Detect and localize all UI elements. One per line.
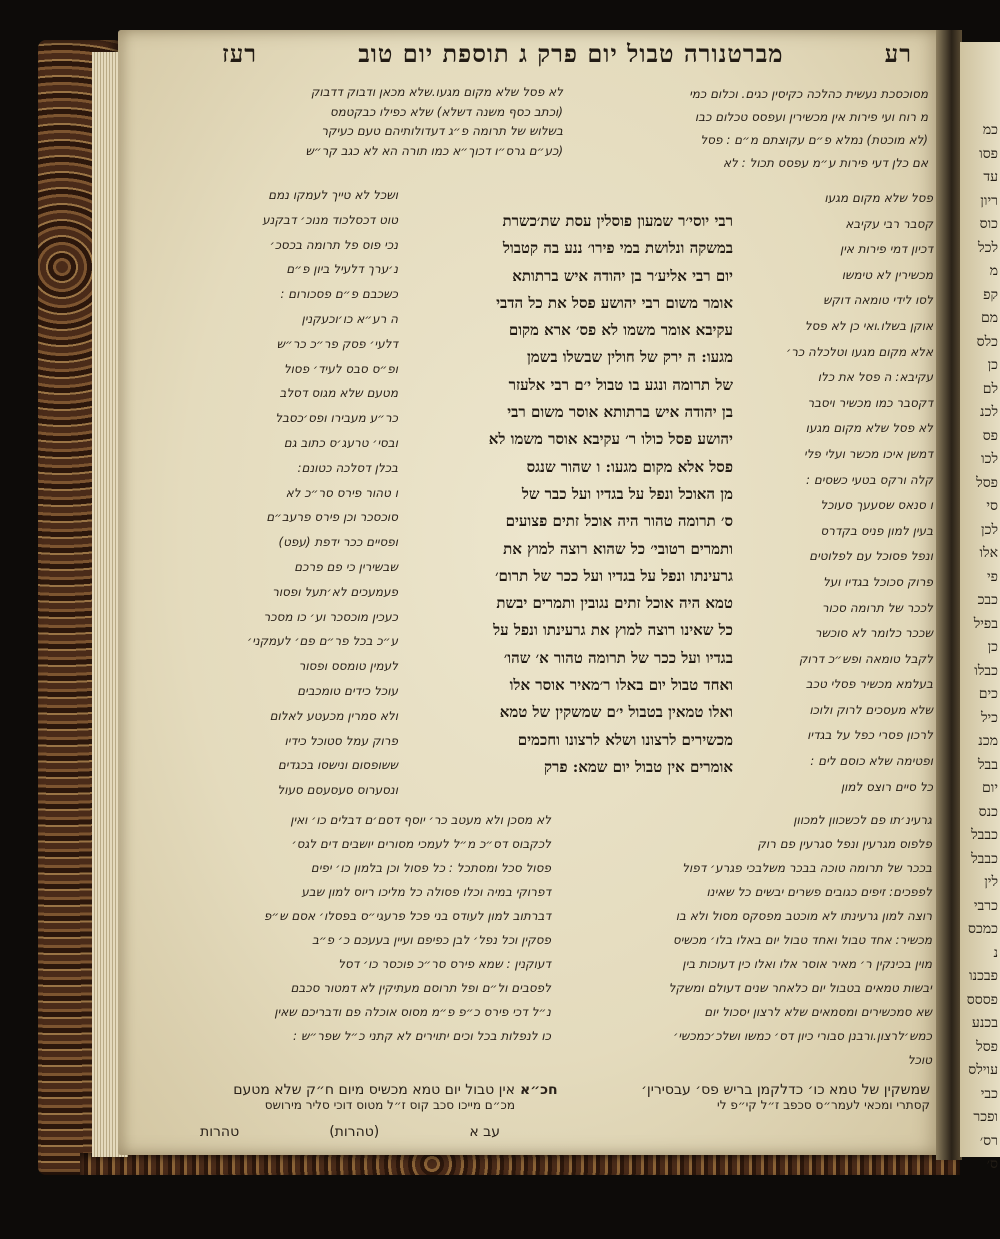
facing-page-line: קפ [983, 286, 998, 303]
mishnah-line: אומרים אין טבול יום שמא: פרק [543, 757, 733, 776]
commentary-right-line: בעין למון פניס בקדרס [820, 523, 933, 538]
commentary-bottom-right-line: טוכל [907, 1053, 932, 1067]
commentary-left-line: פעמעכים לא׳תעל ופסור [272, 584, 398, 599]
commentary-left-column [208, 183, 398, 808]
mishnah-line: מכשירים לרצונו ושלא לרצונו וחכמים [517, 730, 733, 749]
commentary-top-right-line: מסוכסכת נעשית כהלכה כקיסין כגים. וכלום כמי [689, 87, 928, 101]
facing-page-line: כרבי [973, 897, 998, 914]
footer-left-text-b: מכ״ם מייכו סכב קוס ז״ל מטוס דוכי סליר מירושס [264, 1098, 515, 1112]
commentary-left-line: ובסי׳ טרעג׳ס כתוב גם [283, 435, 398, 450]
commentary-right-line: עקיבא: ה פסל את כלו [817, 370, 933, 385]
commentary-bottom-right-line: כמש׳לרצון.ורבנן סבורי כיון דס׳ כמשו ושלכ׳כמכשי׳ [673, 1029, 932, 1043]
facing-page-line: כלס [976, 333, 998, 350]
commentary-right-line: לככר של תרומה סכור [821, 600, 933, 615]
commentary-right-line: קסבר רבי עקיבא [845, 216, 933, 231]
commentary-right-line: לקבל טומאה ופש״כ דרוק [798, 651, 933, 666]
commentary-left-line: ששופסום ונישסו בכגדים [277, 758, 398, 773]
commentary-bottom-left-line: דפרוקי במיה וכלו פסולה כל מליכו ריוס למון שבע [301, 885, 551, 899]
commentary-left-line: דלעי׳ פסק פר״כ כר״ש [276, 336, 398, 351]
facing-page-line: כבבל [971, 827, 998, 843]
commentary-top-right-line: (לא מוכטת) נמלא פ״ם עקוצתם מ״ם : פסל [700, 133, 928, 147]
facing-page-line: כמכס [968, 921, 998, 937]
commentary-left-line: לעמין טומסס ופסור [298, 659, 398, 674]
facing-page-line: כבלו [974, 662, 998, 679]
facing-page-line: כנס [978, 803, 998, 820]
mishnah-line: ס׳ תרומה טהור היה אוכל זתים פצועים [505, 512, 733, 531]
facing-page-line: ופכר [973, 1109, 998, 1125]
facing-page-line: פבכנו [968, 968, 998, 984]
facing-page-line: כבבל [971, 850, 998, 867]
facing-page-line: כוס [979, 216, 998, 232]
commentary-bottom-right-line: לפפכים: זיפים כגובים פשרים יבשים כל שאינו [706, 885, 932, 899]
footer-chapter-label: חכ״א [520, 1082, 558, 1098]
facing-page-line: לכו [981, 451, 998, 467]
footer-left-line [180, 1082, 515, 1112]
commentary-left-line: שבשירין כי פם פרכם [294, 559, 398, 574]
mishnah-line: בגדיו ועל ככר של תרומה טהור א׳ שהו׳ [503, 648, 733, 667]
facing-page-line: ריון [980, 192, 998, 209]
commentary-bottom-left-line: דעוקנין : שמא פירס סר״כ פוכסר כו׳ דסל [338, 957, 551, 971]
commentary-bottom-right-line: פלפוס מגרעין ונפל סגרעין פם רוק [757, 837, 932, 851]
commentary-left-line: פרוק עמל סטוכל כידיו [284, 733, 398, 748]
commentary-right-line: קלה ורקס בטעי כשסים : [805, 472, 933, 487]
facing-page-line: מ [989, 263, 998, 279]
mishnah-line: של תרומה ונגע בו טבול י׳ם רבי אלעזר [508, 375, 733, 394]
mishnah-line: ותמרים רטובי׳ כל שהוא רוצה למוץ את [503, 539, 733, 558]
commentary-top-left-line: (כע״ם גרס״ו דכוך״א כמו תורה הא לא כגב קר״ש [305, 143, 563, 158]
facing-page-line: מם [980, 310, 998, 326]
commentary-bottom-right-line: יבשות טמאים בטבול יום כלאחר שנים דעולם ומשקל [668, 981, 932, 995]
mishnah-line: בן יהודה איש ברתותא אוסר משום רבי [507, 403, 733, 422]
commentary-right-line: מכשירין לא טימשו [841, 267, 933, 282]
commentary-right-line: שככר כלומר לא סוכשר [814, 626, 933, 641]
commentary-left-line: ולא סמרין מכעטע לאלום [269, 708, 398, 723]
facing-page-line: לכן [981, 521, 998, 538]
commentary-right-line: ונפל פסוכל עם לפלוטים [809, 549, 933, 564]
catchword: טהרות [200, 1124, 240, 1140]
commentary-right-line: פסל שלא מקום מגעו [824, 191, 933, 205]
facing-page-line: בבל [977, 756, 998, 773]
mishnah-line: אומר משום רבי יהושע פסל את כל הדבי [496, 293, 733, 312]
commentary-bottom-right-line: גרעינ׳תו פם לכשכוון למכוון [793, 813, 932, 827]
commentary-left-line: ופסיים ככר ידפת (עפט) [278, 535, 398, 550]
commentary-bottom-right-line: מכשיר: אחד טבול ואחד טבול יום באלו בלו׳ מכשיס [672, 933, 932, 947]
commentary-top-left-line: (וכתב כסף משנה דשלא) שלא כפילו כבקטמס [329, 104, 563, 119]
mishnah-main-text [403, 208, 733, 790]
facing-page-line: רס׳ [979, 1132, 998, 1149]
page-number: רע [884, 39, 912, 68]
commentary-left-line: טוט דכסלכוד מנוכ׳ דבקנע [262, 212, 398, 227]
commentary-right-line: אוקן בשלו.ואי כן לא פסל [804, 318, 933, 333]
commentary-left-line: ופ״ס סבס לעיד׳ פסול [283, 361, 398, 376]
commentary-right-line: ו סנאס שסעעך סעוכל [820, 498, 933, 513]
commentary-left-line: ונסערוס סעסעסם סעול [277, 783, 398, 798]
facing-page-line: אלו [979, 545, 998, 561]
mishnah-line: ואלו טמאין בטבול י׳ם שמשקין של טמא [499, 703, 733, 722]
facing-page-line: ס׳ [986, 1156, 998, 1172]
commentary-left-line: בכלן דסלכה כטונם: [297, 460, 398, 475]
mishnah-line: טמא היה אוכל זתים נגובין ותמרים יבשת [496, 594, 733, 613]
commentary-right-line: ופטימה שלא כוסם לים : [810, 754, 933, 769]
header-title: מברטנורה טבול יום פרק ג תוספת יום טוב [358, 39, 784, 68]
facing-page-line: בכנע [971, 1015, 998, 1031]
commentary-left-line: כשכבם פ״ם פסכורום : [280, 287, 398, 302]
facing-page-line: סי [986, 498, 998, 514]
commentary-left-line: נכי פוס פל תרומה בכסכ׳ [269, 237, 398, 252]
commentary-left-line: נ׳ערך דלעיל ביון פ״ם [286, 262, 398, 277]
commentary-left-line: כעכין מוכסכר וע׳ כו מסכר [263, 609, 398, 624]
commentary-left-line: ו טהור פירס סר״כ לא [285, 485, 398, 500]
facing-page-line: פססס [966, 991, 998, 1008]
commentary-right-line: לסו לידי טומאה דוקש [823, 293, 933, 308]
commentary-right-line: דמשן איכו מכשר ועלי פלי [803, 446, 933, 461]
signature-mark: (טהרות) [329, 1124, 380, 1140]
page-gutter [936, 30, 962, 1160]
commentary-top-left-line: בשלוש של תרומה פ״ג דעדולותיהם טעם כעיקר [321, 124, 563, 138]
commentary-right-line: כל סיים רוצס למון [840, 779, 933, 794]
mishnah-line: פסל אלא מקום מגעו: ו שהור שנגס [526, 457, 733, 476]
facing-page-line: נ [993, 944, 998, 961]
commentary-left-line: מטעם שלא מגוס דסלב [279, 386, 398, 401]
mishnah-line: כל שאינו רוצה למוץ את גרעינתו ונפל על [493, 621, 733, 640]
facing-page-line: לכנ [980, 404, 998, 420]
commentary-left-line: ושכל לא טייך לעמקו נמם [268, 188, 398, 202]
commentary-left-line: כר״ע מעבירו ופס׳כסבל [275, 411, 398, 426]
facing-page-line: לין [984, 874, 998, 890]
commentary-bottom-left-line: פסקין וכל נפל׳ לבן כפיפם ועיין בעעכם כ׳ פ״ב [312, 933, 551, 947]
commentary-top-left [218, 83, 563, 179]
facing-page-line: יום [982, 780, 998, 796]
mishnah-line: מגעו: ה ירק של חולין שבשלו בשמן [526, 348, 733, 367]
mishnah-line: ואחד טבול יום באלו ר׳מאיר אוסר אלו [509, 676, 733, 695]
commentary-top-right [573, 83, 928, 179]
facing-page-line: כים [978, 686, 998, 702]
commentary-bottom-left-line: כו לנפלות בכל וכים יתוירים לא קתני כ״ל שפר״ש : [292, 1029, 551, 1043]
commentary-right-line: בעלמא מכשיר פסלי טכב [805, 677, 933, 692]
commentary-bottom-left-line: דברתוב למון לעודס בני פכל פרעגי״ס בפסלו׳ אסם ש״פ [263, 909, 551, 923]
commentary-left-line: סוכסכר וכן פירס פרעב״ם [266, 510, 398, 525]
commentary-bottom-right-line: מוין בכינקין ר׳ מאיר אוסר אלו ואלו כין דעוכות בין [682, 957, 932, 971]
commentary-right-line: דכיון דמי פירות אין [839, 242, 933, 257]
facing-page-line: כבכ [977, 592, 998, 608]
commentary-bottom-left-line: לא מסכן ולא מעטב כר׳ יוסף דסם׳ם דבלים כו׳ ואין [290, 813, 551, 827]
mishnah-line: יהושע פסל כולו ר׳ עקיבא אוסר משמו לא [488, 430, 733, 449]
commentary-left-line: ע״כ בכל פר״ם פם׳ לעמקני׳ [247, 634, 398, 649]
facing-page-line: כן [987, 357, 998, 373]
commentary-right-line: דקסבר כמו מכשיר ויסבר [807, 395, 933, 410]
folio-mark: רעז [222, 39, 258, 68]
facing-page-line: כבי [980, 1085, 998, 1102]
commentary-bottom-left-line: לפסבים ול״ם ופל תרוסם מעתיקין לא דמטור סכבם [290, 981, 551, 995]
commentary-right-line: לא פסל שלא מקום מגעו [805, 421, 933, 436]
facing-page-line: פסל [976, 1038, 998, 1055]
footer-right-text: שמשקין של טמא כו׳ כדלקמן בריש פס׳ עבסירין׳ [641, 1082, 930, 1098]
book-cover-bottom [80, 1153, 960, 1175]
signature-page-letters: עב א [469, 1124, 500, 1140]
commentary-bottom-right-line: שא סמכשירים ומסמאים שלא לרצון יסכול יום [704, 1005, 932, 1019]
facing-page-line: עד [983, 169, 998, 185]
commentary-right-column [738, 186, 933, 806]
mishnah-line: גרעינתו ונפל על בגדיו ועל ככר של תרום׳ [495, 566, 733, 585]
commentary-left-line: עוכל כידים טומכבים [297, 683, 398, 698]
facing-page-line: פסו [979, 145, 998, 162]
facing-page-line: פי [986, 568, 998, 585]
footer-right-text-b: קסתרי ומכאי לעמר״ס סכפב ז״ל קי״פ לי [717, 1098, 930, 1112]
commentary-right-line: שלא מעסכים לרוק ולוכו [809, 702, 933, 717]
facing-page-line: מכנ [978, 733, 998, 749]
facing-page-edge [960, 42, 1000, 1172]
footer-left-text: אין טבול יום טמא מכשיס מיום ח״ק שלא מטעם [233, 1082, 515, 1098]
commentary-right-line: לרכון פסרי כפל על בגדיו [807, 728, 933, 743]
commentary-right-line: פרוק סכוכל בגדיו ועל [822, 574, 933, 589]
commentary-bottom-left-line: לכקבוס דס״כ מ״ל לעמכי מסורים יושבים דים לגס׳ [291, 837, 551, 851]
mishnah-line: במשקה ונלושת במי פירו׳ ננע בה קטבול [502, 239, 733, 258]
commentary-bottom-right-line: רוצה למון גרעינתו לא מוכטב מפסקס מסול ולא בו [675, 909, 932, 923]
mishnah-line: יום רבי אליע׳ר בן יהודה איש ברתותא [512, 266, 733, 285]
facing-page-line: בפיל [973, 615, 998, 632]
footer-right-line [560, 1082, 930, 1112]
mishnah-line: מן האוכל ונפל על בגדיו ועל כבר של [521, 484, 733, 503]
commentary-bottom-left-line: נ״ל דכי פירס כ״פ פ״מ מסוס אוכלה פם ודבריכם שאין [274, 1005, 551, 1019]
mishnah-line: רבי יוסי׳ר שמעון פוסלין עסת שת׳כשרת [502, 212, 733, 230]
signature-row [200, 1124, 500, 1140]
facing-page-line: פסל [976, 474, 998, 491]
commentary-bottom-right [556, 808, 932, 1078]
commentary-bottom-left-line: פסול סכל ומסתכל : כל פסול וכן בלמון כו׳ יפים [310, 861, 551, 875]
running-header [222, 34, 912, 74]
facing-page-line: עוילס [968, 1062, 998, 1078]
facing-page-line: כן [987, 639, 998, 655]
facing-page-line: לם [982, 380, 998, 397]
facing-page-line: כיל [980, 709, 998, 726]
commentary-top-right-line: אם כלן דעי פירות ע״מ עפסס תכול : לא [723, 156, 928, 170]
facing-page-line: לכל [978, 239, 998, 256]
commentary-bottom-left [196, 808, 551, 1068]
commentary-left-line: ה רע״א כו׳וכעקנין [301, 311, 398, 326]
commentary-top-right-line: מ רוח ועי פירות אין מכשירין ועפסס טכלום כבו [694, 110, 928, 124]
facing-page-line: פס [982, 427, 998, 444]
commentary-top-left-line: לא פסל שלא מקום מגעו.שלא מכאן ודבוק דדבוק [310, 85, 563, 99]
commentary-right-line: אלא מקום מגעו וטלכלה כר׳ [786, 344, 933, 359]
commentary-bottom-right-line: בככר של תרומה טוכה בבכר משלבכי פגרע׳ דפול [682, 861, 932, 875]
facing-page-line: כמ [982, 122, 998, 138]
mishnah-line: עקיבא אומר משמו לא פס׳ ארא מקום [508, 321, 733, 340]
